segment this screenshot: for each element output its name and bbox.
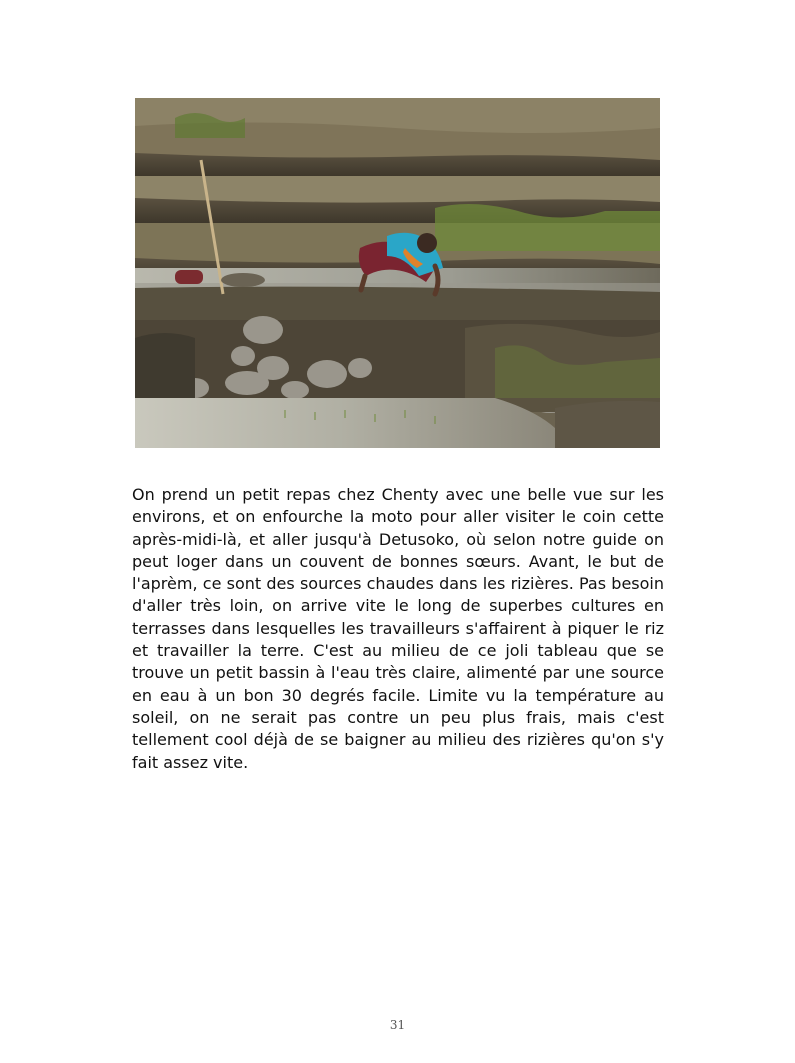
terrace-photo-illustration xyxy=(135,98,660,448)
body-paragraph: On prend un petit repas chez Chenty avec une belle vue sur les environs, et on enfourche la moto pour aller visiter le coin cette après-midi-là, et aller jusqu'à Detusoko, où selon notre guide on peut loger dans un couvent de bonnes sœurs. Avant, le but de l'aprèm, ce sont des sources chaudes dans les rizières. Pas besoin d'aller très loin, on arrive vite le long de superbes cultures en terrasses dans lesquelles les travailleurs s'affairent à piquer le riz et travailler la terre. C'est au milieu de ce joli tableau que se trouve un petit bassin à l'eau très claire, alimenté par une source en eau à un bon 30 degrés facile. Limite vu la température au soleil, on ne serait pas contre un peu plus frais, mais c'est tellement cool déjà de se baigner au milieu des rizières qu'on s'y fait assez vite. xyxy=(132,485,664,772)
page-number: 31 xyxy=(389,1018,406,1032)
terrace-photo xyxy=(135,98,660,448)
